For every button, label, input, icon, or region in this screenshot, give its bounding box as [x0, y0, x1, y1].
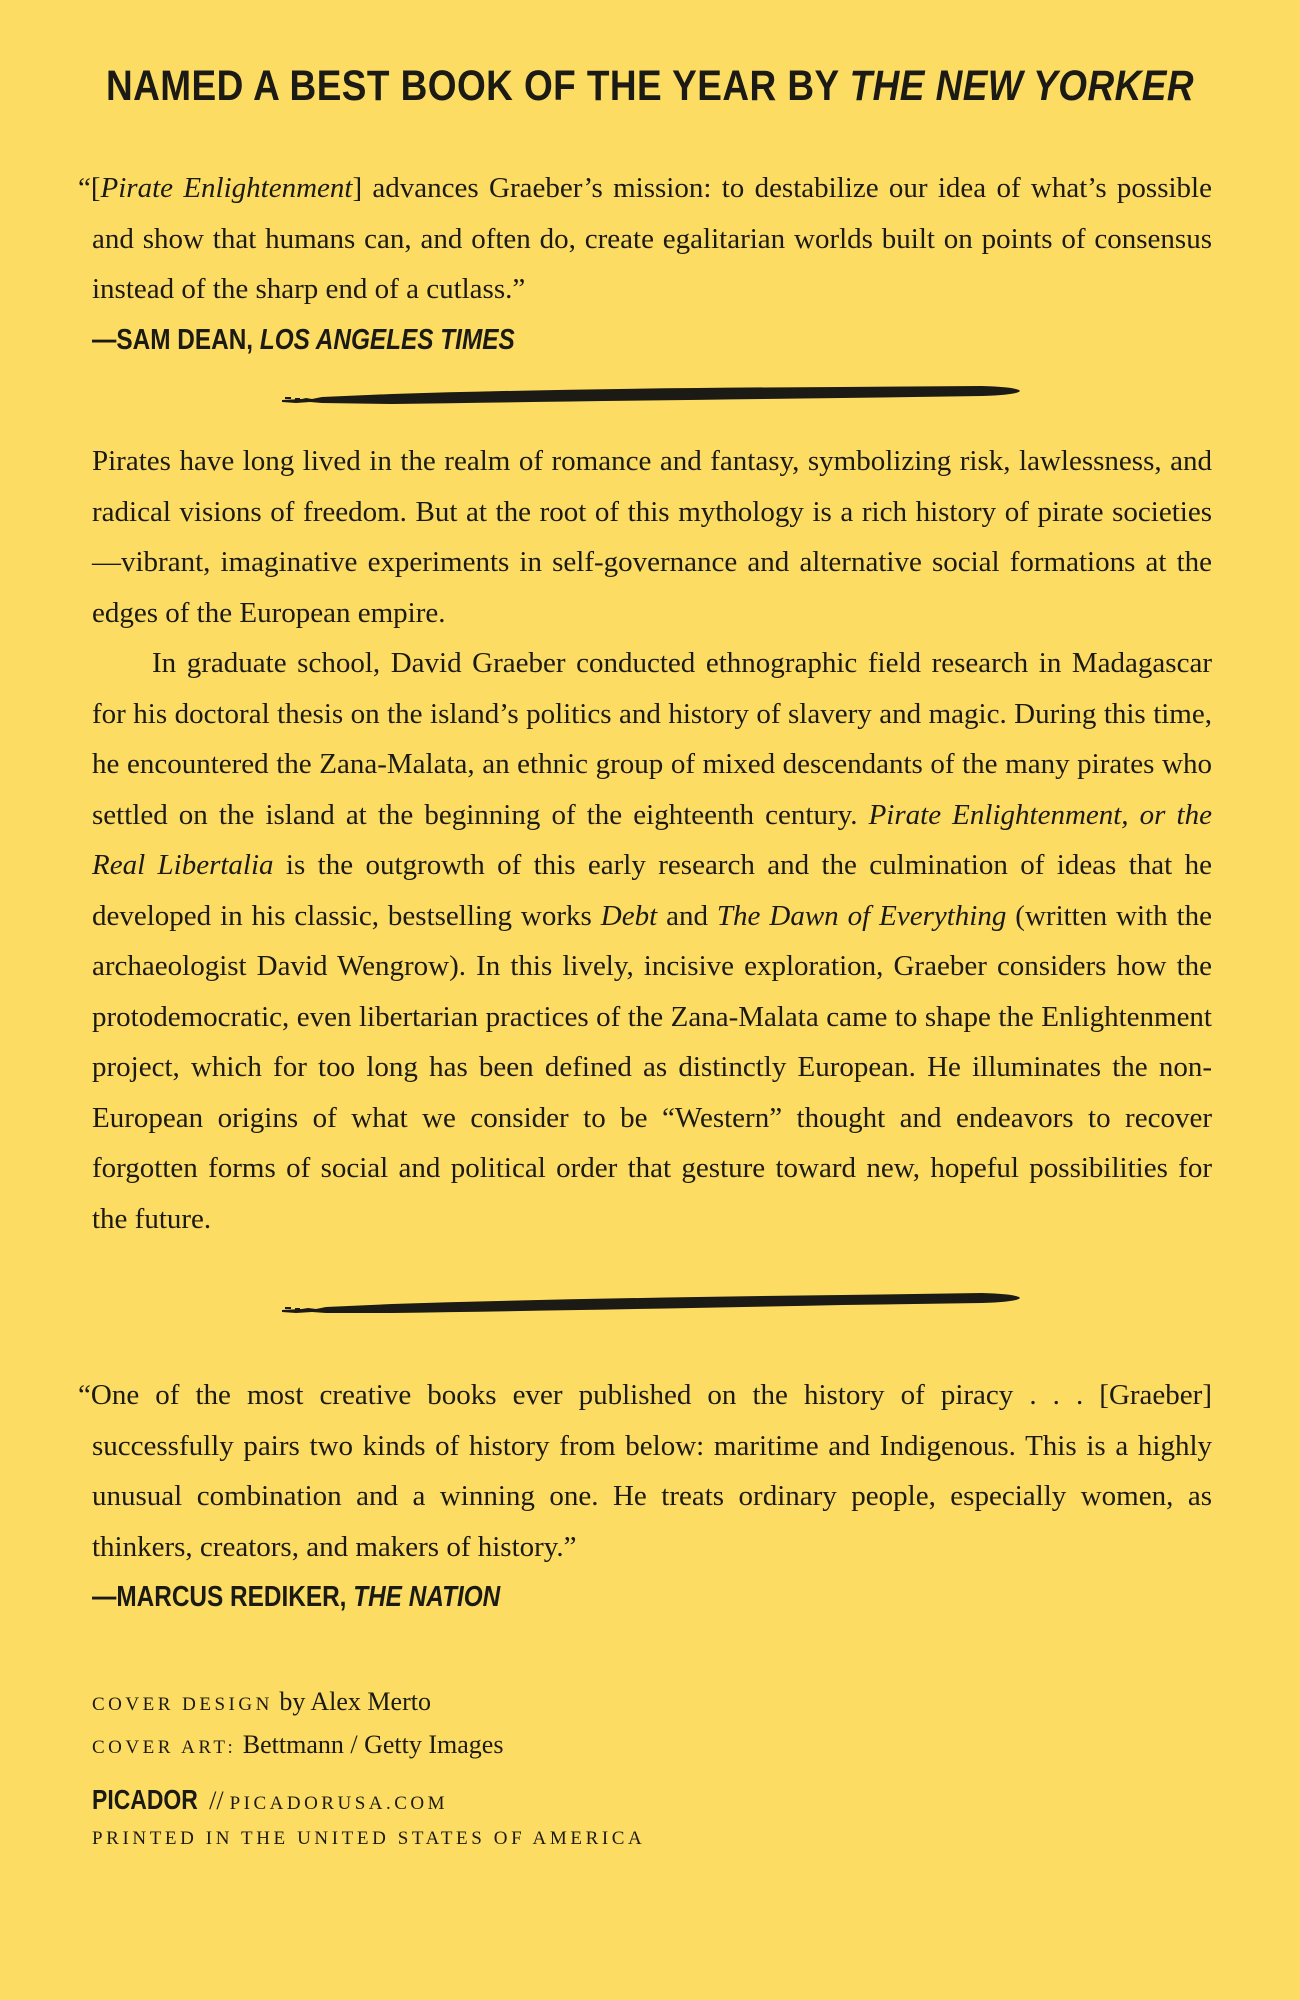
book-description [92, 436, 1212, 1244]
cover-design-credit: COVER DESIGN by Alex Merto [92, 1687, 431, 1716]
publisher-logo: PICADOR [92, 1784, 198, 1815]
review-quote-1: “[Pirate Enlightenment] advances Graeber’s mission: to destabilize our idea of what’s possible and show that humans can, and often do, create egalitarian worlds built on points of consensus instead of the sharp end of a cutlass.” —SAM DEAN, LOS ANGELES TIMES [92, 163, 1212, 365]
brush-stroke-divider-2 [282, 1290, 1022, 1316]
publisher-line: PICADOR // PICADORUSA.COM [92, 1784, 449, 1815]
description-paragraph-1: Pirates have long lived in the realm of romance and fantasy, symbolizing risk, lawlessness, and radical visions of freedom. But at the root of this mythology is a rich history of pirate societies—vibrant, imaginative experiments in self-governance and alternative social formations at the edges of the European empire. [92, 445, 1212, 629]
description-paragraph-2: In graduate school, David Graeber conducted ethnographic field research in Madagascar for his doctoral thesis on the island’s politics and history of slavery and magic. During this time, he encountered the Zana-Malata, an ethnic group of mixed descendants of the many pirates who settled on the island at the beginning of the eighteenth century. Pirate Enlightenment, or the Real Libertalia is the outgrowth of this early research and the culmination of ideas that he developed in his classic, bestselling works Debt and The Dawn of Everything (written with the archaeologist David Wengrow). In this lively, incisive exploration, Graeber considers how the protodemocratic, even libertarian practices of the Zana-Malata came to shape the Enlightenment project, which for too long has been defined as distinctly European. He illuminates the non-European origins of what we consider to be “Western” thought and endeavors to recover forgotten forms of social and political order that gesture toward new, hopeful possibilities for the future. [92, 647, 1212, 1235]
headline: NAMED A BEST BOOK OF THE YEAR BY THE NEW YORKER [106, 62, 1194, 110]
cover-credits [92, 1682, 503, 1768]
quote-1-attribution: —SAM DEAN, LOS ANGELES TIMES [92, 323, 515, 356]
cover-art-credit: COVER ART: Bettmann / Getty Images [92, 1730, 504, 1759]
brush-stroke-divider-1 [282, 384, 1022, 410]
review-quote-2: “One of the most creative books ever published on the history of piracy . . . [Graeber] successfully pairs two kinds of history from below: maritime and Indigenous. This is a highly unusual combination and a winning one. He treats ordinary people, especially women, as thinkers, creators, and makers of history.” —MARCUS REDIKER, THE NATION [92, 1370, 1212, 1623]
quote-book-title: Pirate Enlightenment [100, 172, 353, 204]
quote-2-attribution: —MARCUS REDIKER, THE NATION [92, 1581, 501, 1613]
printed-in-notice: PRINTED IN THE UNITED STATES OF AMERICA [92, 1828, 646, 1849]
publisher-url: PICADORUSA.COM [229, 1793, 449, 1814]
headline-publication: THE NEW YORKER [849, 62, 1194, 110]
